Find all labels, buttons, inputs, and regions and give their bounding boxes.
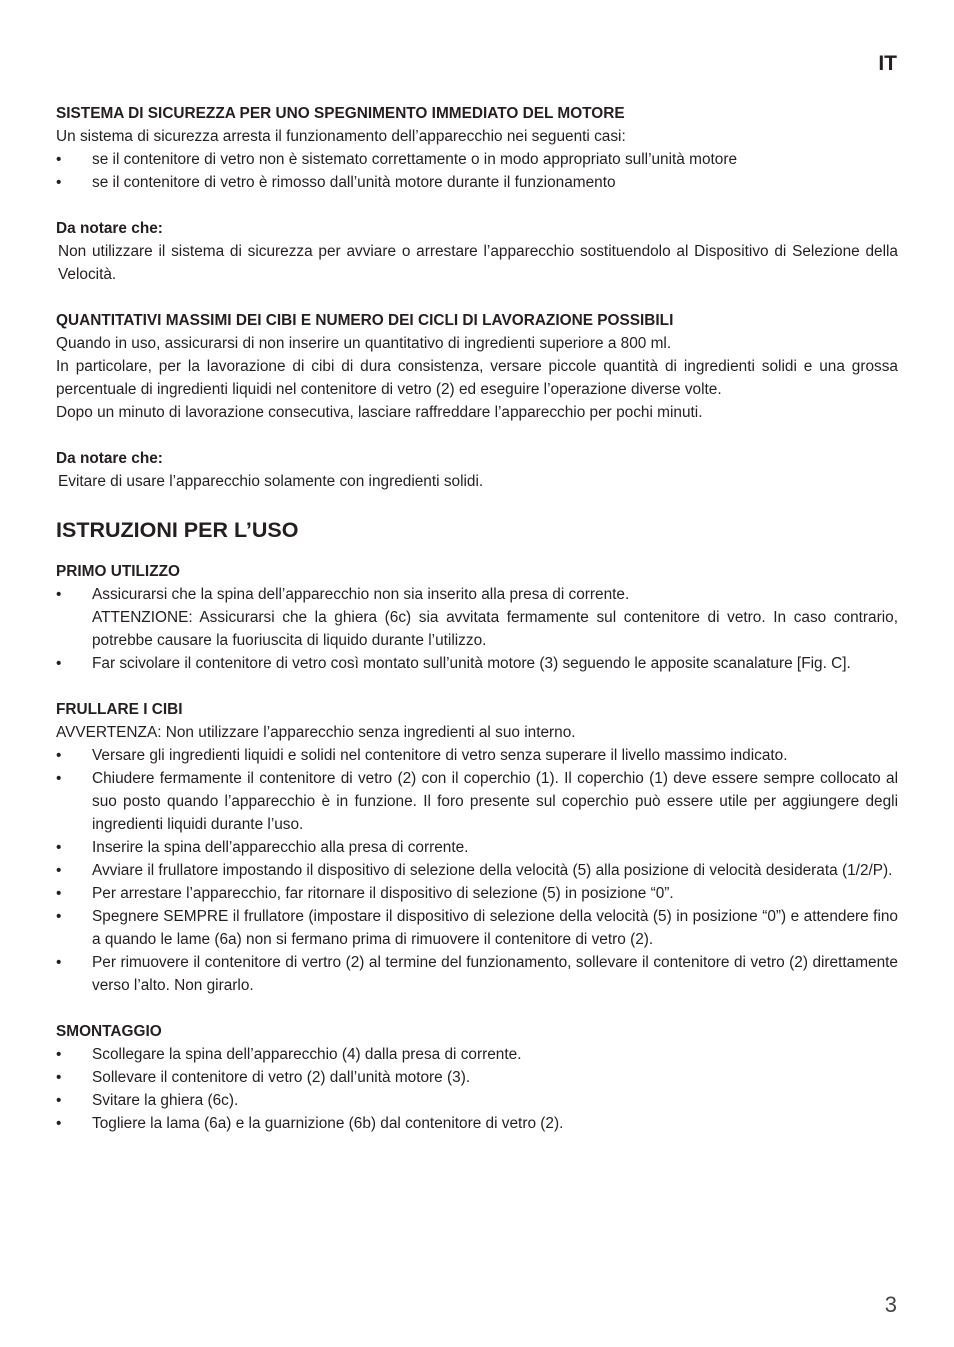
- instructions-heading: ISTRUZIONI PER L’USO: [56, 518, 299, 542]
- bullet: •: [56, 655, 62, 672]
- first-use-heading: PRIMO UTILIZZO: [56, 563, 180, 580]
- list-item: • Sollevare il contenitore di vetro (2) dall’unità motore (3).: [56, 1066, 898, 1089]
- list-item: • se il contenitore di vetro non è sistemato correttamente o in modo appropriato sull’unità motore: [56, 148, 898, 171]
- list-item: • Avviare il frullatore impostando il dispositivo di selezione della velocità (5) alla posizione di velocità desiderata (1/2/P).: [56, 859, 898, 882]
- list-item: • Svitare la ghiera (6c).: [56, 1089, 898, 1112]
- quantities-p3: Dopo un minuto di lavorazione consecutiva, lasciare raffreddare l’apparecchio per pochi minuti.: [56, 404, 703, 421]
- blend-list: [56, 744, 898, 997]
- bullet: •: [56, 1046, 62, 1063]
- bullet: •: [56, 586, 62, 603]
- first-use-warning: ATTENZIONE: Assicurarsi che la ghiera (6c) sia avvitata fermamente sul contenitore di vetro. In caso contrario, potrebbe causare la fuoriuscita di liquido durante l’utilizzo.: [92, 609, 898, 649]
- list-item: • se il contenitore di vetro è rimosso dall’unità motore durante il funzionamento: [56, 171, 898, 194]
- quantities-p2: In particolare, per la lavorazione di cibi di dura consistenza, versare piccole quantità di ingredienti solidi e una grossa percentuale di ingredienti liquidi nel contenitore di vetro (2) ed eseguire l’operazione diverse volte.: [56, 358, 898, 398]
- list-item: • Per rimuovere il contenitore di vertro (2) al termine del funzionamento, sollevare il contenitore di vetro (2) direttamente verso l’alto. Non girarlo.: [56, 951, 898, 997]
- list-item: • Per arrestare l’apparecchio, far ritornare il dispositivo di selezione (5) in posizione “0”.: [56, 882, 898, 905]
- bullet: •: [56, 862, 62, 879]
- safety-note-text: Non utilizzare il sistema di sicurezza per avviare o arrestare l’apparecchio sostituendolo al Dispositivo di Selezione della Velocità.: [58, 243, 898, 283]
- bullet: •: [56, 151, 62, 168]
- disassembly-heading: SMONTAGGIO: [56, 1023, 162, 1040]
- bullet: •: [56, 908, 62, 925]
- bullet: •: [56, 770, 62, 787]
- list-item: • Inserire la spina dell’apparecchio alla presa di corrente.: [56, 836, 898, 859]
- list-item: • Assicurarsi che la spina dell’apparecchio non sia inserito alla presa di corrente. ATTENZIONE: Assicurarsi che la ghiera (6c) sia avvitata fermamente sul contenitore di vetro. In caso contrario, potrebbe causare la fuoriuscita di liquido durante l’utilizzo.: [56, 583, 898, 652]
- bullet: •: [56, 1069, 62, 1086]
- disassembly-list: [56, 1043, 898, 1135]
- bullet: •: [56, 1092, 62, 1109]
- quantities-note-heading: Da notare che:: [56, 450, 163, 467]
- safety-note-heading: Da notare che:: [56, 220, 163, 237]
- bullet: •: [56, 954, 62, 971]
- list-item: • Far scivolare il contenitore di vetro così montato sull’unità motore (3) seguendo le apposite scanalature [Fig. C].: [56, 652, 898, 675]
- quantities-heading: QUANTITATIVI MASSIMI DEI CIBI E NUMERO DEI CICLI DI LAVORAZIONE POSSIBILI: [56, 312, 674, 329]
- bullet: •: [56, 174, 62, 191]
- bullet: •: [56, 885, 62, 902]
- blend-heading: FRULLARE I CIBI: [56, 701, 183, 718]
- quantities-p1: Quando in uso, assicurarsi di non inserire un quantitativo di ingredienti superiore a 800 ml.: [56, 335, 672, 352]
- bullet: •: [56, 747, 62, 764]
- list-item: • Scollegare la spina dell’apparecchio (4) dalla presa di corrente.: [56, 1043, 898, 1066]
- language-label: IT: [878, 52, 897, 75]
- list-item: • Chiudere fermamente il contenitore di vetro (2) con il coperchio (1). Il coperchio (1) deve essere sempre collocato al suo posto quando l’apparecchio è in funzione. Il foro presente sul coperchio può essere utile per aggiungere degli ingredienti liquidi durante l’uso.: [56, 767, 898, 836]
- safety-heading: SISTEMA DI SICUREZZA PER UNO SPEGNIMENTO IMMEDIATO DEL MOTORE: [56, 105, 625, 122]
- list-item: • Spegnere SEMPRE il frullatore (impostare il dispositivo di selezione della velocità (5) in posizione “0”) e attendere fino a quando le lame (6a) non si fermano prima di rimuovere il contenitore di vetro (2).: [56, 905, 898, 951]
- list-item: • Togliere la lama (6a) e la guarnizione (6b) dal contenitore di vetro (2).: [56, 1112, 898, 1135]
- list-item: • Versare gli ingredienti liquidi e solidi nel contenitore di vetro senza superare il livello massimo indicato.: [56, 744, 898, 767]
- page-number: 3: [884, 1292, 897, 1317]
- quantities-note-text: Evitare di usare l’apparecchio solamente con ingredienti solidi.: [58, 473, 484, 490]
- first-use-list: [56, 583, 898, 675]
- bullet: •: [56, 839, 62, 856]
- document-body: [56, 102, 898, 1135]
- bullet: •: [56, 1115, 62, 1132]
- safety-list: [56, 148, 898, 194]
- safety-intro: Un sistema di sicurezza arresta il funzionamento dell’apparecchio nei seguenti casi:: [56, 128, 626, 145]
- blend-warning: AVVERTENZA: Non utilizzare l’apparecchio senza ingredienti al suo interno.: [56, 724, 576, 741]
